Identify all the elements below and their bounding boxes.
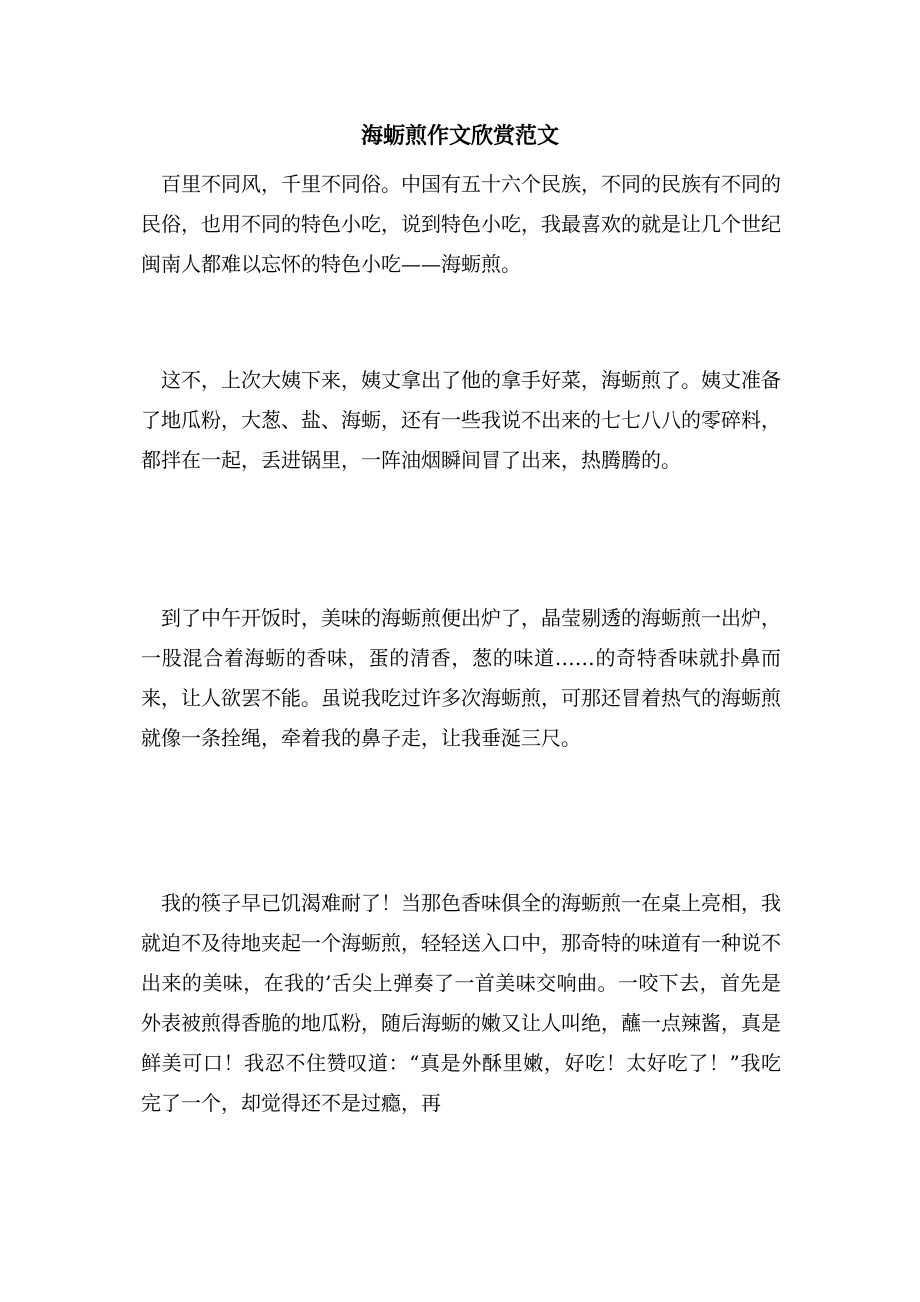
paragraph-2-text: 这不，上次大姨下来，姨丈拿出了他的拿手好菜，海蛎煎了。姨丈准备了地瓜粉，大葱、盐、海蛎，还有一些我说不出来的七七八八的零碎料，都拌在一起，丢进锅里，一阵油烟瞬间冒了出来，热腾腾的。 xyxy=(141,368,781,472)
paragraph-4-text: 我的筷子早已饥渴难耐了！当那色香味俱全的海蛎煎一在桌上亮相，我就迫不及待地夹起一个海蛎煎，轻轻送入口中，那奇特的味道有一种说不出来的美味，在我的’舌尖上弹奏了一首美味交响曲。一咬下去，首先是外表被煎得香脆的地瓜粉，随后海蛎的嫩又让人叫绝，蘸一点辣酱，真是鲜美可口！我忍不住赞叹道：“真是外酥里嫩，好吃！太好吃了！”我吃完了一个，却觉得还不是过瘾，再 xyxy=(141,891,781,1115)
paragraph-3 xyxy=(141,598,781,758)
paragraph-1 xyxy=(141,164,781,284)
paragraph-4 xyxy=(141,883,781,1123)
paragraph-2 xyxy=(141,360,781,480)
document-title: 海蛎煎作文欣赏范文 xyxy=(360,123,559,149)
paragraph-3-text: 到了中午开饭时，美味的海蛎煎便出炉了，晶莹剔透的海蛎煎一出炉，一股混合着海蛎的香味，蛋的清香，葱的味道……的奇特香味就扑鼻而来，让人欲罢不能。虽说我吃过许多次海蛎煎，可那还冒着热气的海蛎煎就像一条拴绳，牵着我的鼻子走，让我垂涎三尺。 xyxy=(141,606,781,750)
paragraph-1-text: 百里不同风，千里不同俗。中国有五十六个民族，不同的民族有不同的民俗，也用不同的特色小吃，说到特色小吃，我最喜欢的就是让几个世纪闽南人都难以忘怀的特色小吃——海蛎煎。 xyxy=(141,172,781,276)
